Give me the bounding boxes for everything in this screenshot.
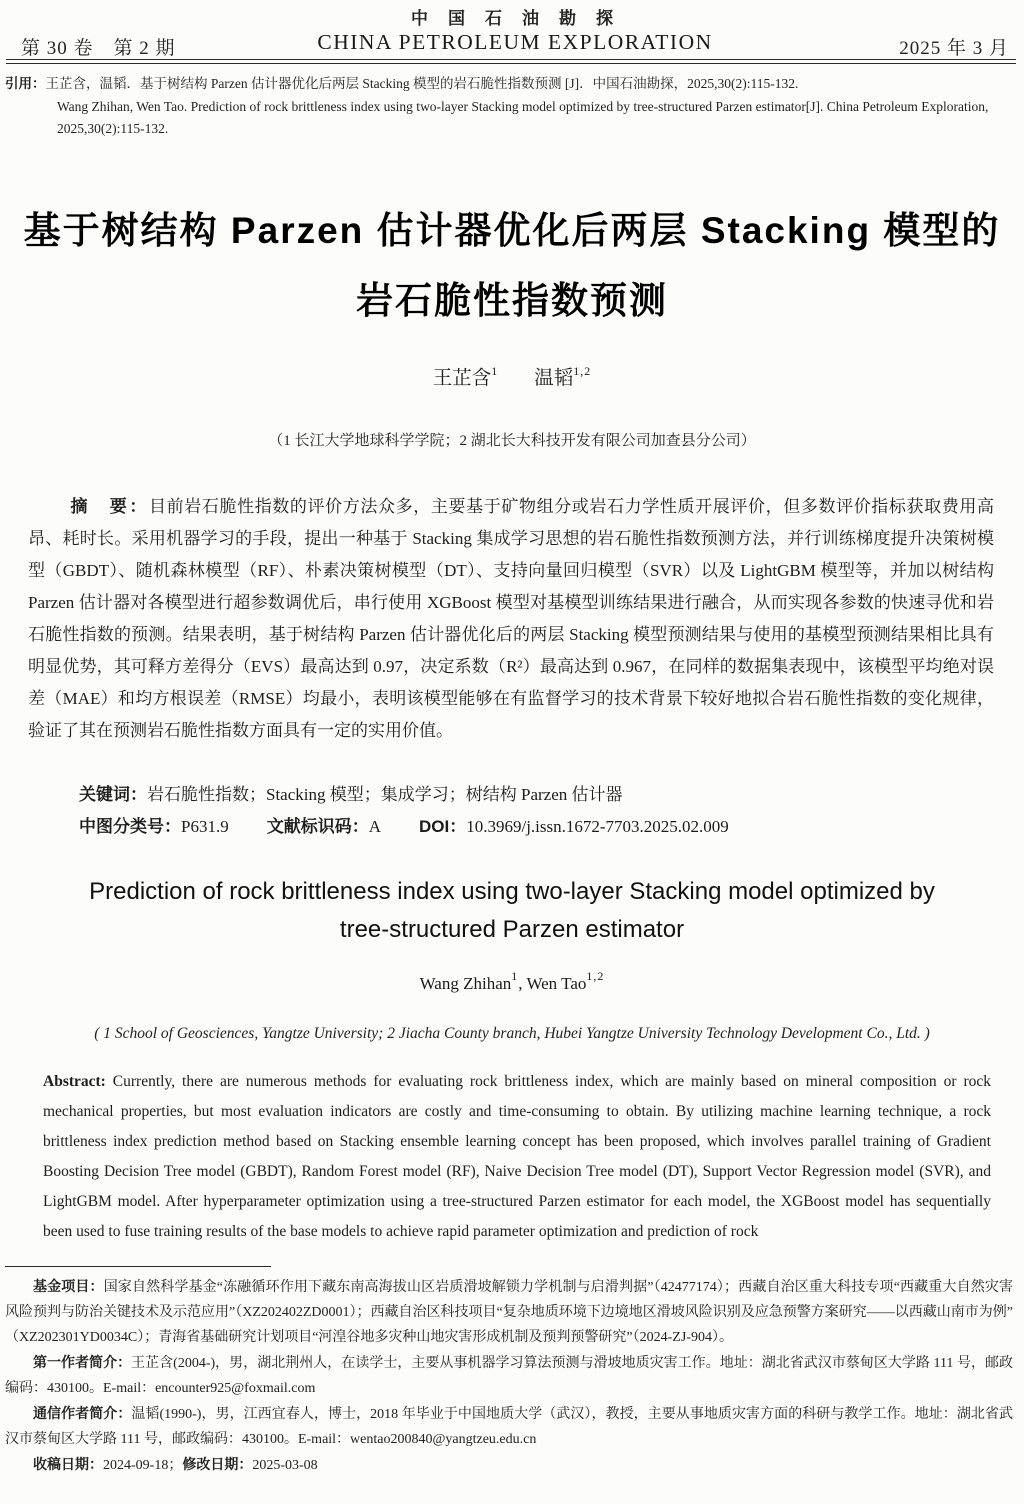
author-cn-1-superscript: 1 xyxy=(491,364,499,378)
masthead-divider xyxy=(6,59,1016,64)
masthead-row xyxy=(21,30,1009,58)
first-author-bio-label: 第一作者简介： xyxy=(33,1354,132,1370)
abstract-cn-label: 摘 要： xyxy=(70,497,149,516)
dates-separator: ； xyxy=(168,1458,183,1473)
keywords-cn xyxy=(28,779,994,811)
abstract-en xyxy=(43,1067,991,1247)
authors-cn xyxy=(0,362,1024,390)
clc-item xyxy=(79,817,229,836)
revised-date-value: 2025-03-08 xyxy=(252,1458,318,1473)
author-en-2-name: Wen Tao xyxy=(526,974,587,993)
author-en-1-name: Wang Zhihan xyxy=(419,974,512,993)
citation-line-en: Wang Zhihan, Wen Tao. Prediction of rock brittleness index using two-layer Stacking model optimized by tree-structured Parzen estimator[J]. China Petroleum Exploration, xyxy=(57,98,989,114)
author-cn-1 xyxy=(432,364,499,389)
corresponding-author-bio-label: 通信作者简介： xyxy=(33,1405,132,1421)
keywords-cn-text: 岩石脆性指数；Stacking 模型；集成学习；树结构 Parzen 估计器 xyxy=(147,785,623,804)
article-title-en xyxy=(0,873,1024,949)
journal-name-cn: 中国石油勘探 xyxy=(411,9,633,28)
doi-label: DOI： xyxy=(419,817,467,836)
article-title-en-line1: Prediction of rock brittleness index using two-layer Stacking model optimized by xyxy=(89,878,935,905)
volume-issue: 第 30 卷 第 2 期 xyxy=(21,38,176,59)
citation-text-cn: 王芷含，温韬．基于树结构 Parzen 估计器优化后两层 Stacking 模型的岩石脆性指数预测 [J]．中国石油勘探，2025,30(2):115-132. xyxy=(45,76,799,91)
footnote-divider xyxy=(5,1266,271,1267)
fund-note-label: 基金项目： xyxy=(33,1278,104,1294)
revised-date-label: 修改日期： xyxy=(182,1456,253,1472)
author-en-1 xyxy=(419,969,519,993)
abstract-en-text: Currently, there are numerous methods for evaluating rock brittleness index, which are mainly based on mineral composition or rock mechanical properties, but most evaluation indicators are costly and time-consuming to obtain. By utilizing machine learning technique, a rock brittleness index prediction method based on Stacking ensemble learning concept has been proposed, which involves parallel training of Gradient Boosting Decision Tree model (GBDT), Random Forest model (RF), Naive Decision Tree model (DT), Support Vector Regression model (SVR), and LightGBM model. After hyperparameter optimization using a tree-structured Parzen estimator for each model, the XGBoost model has sequentially been used to fuse training results of the base models to achieve rapid parameter optimization and prediction of rock xyxy=(43,1073,991,1240)
doi-value: 10.3969/j.issn.1672-7703.2025.02.009 xyxy=(466,817,729,836)
doi-item xyxy=(419,817,729,836)
doc-code-label: 文献标识码： xyxy=(266,817,369,836)
article-title-en-line2: tree-structured Parzen estimator xyxy=(339,916,685,943)
manuscript-dates xyxy=(5,1452,1013,1478)
affiliation-en: ( 1 School of Geosciences, Yangtze University; 2 Jiacha County branch, Hubei Yangtze University Technology Development Co., Ltd. ) xyxy=(94,1025,930,1042)
abstract-cn-text: 目前岩石脆性指数的评价方法众多，主要基于矿物组分或岩石力学性质开展评价，但多数评价指标获取费用高昂、耗时长。采用机器学习的手段，提出一种基于 Stacking 集成学习思想的岩石脆性指数预测方法，并行训练梯度提升决策树模型（GBDT）、随机森林模型（RF）、朴素决策树模型（DT）、支持向量回归模型（SVR）以及 LightGBM 模型等，并加以树结构 Parzen 估计器对各模型进行超参数调优后，串行使用 XGBoost 模型对基模型训练结果进行融合，从而实现各参数的快速寻优和岩石脆性指数的预测。结果表明，基于树结构 Parzen 估计器优化后的两层 Stacking 模型预测结果与使用的基模型预测结果相比具有明显优势，其可释方差得分（EVS）最高达到 0.97，决定系数（R²）最高达到 0.967，在同样的数据集表现中，该模型平均绝对误差（MAE）和均方根误差（RMSE）均最小，表明该模型能够在有监督学习的技术背景下较好地拟合岩石脆性指数的变化规律，验证了其在预测岩石脆性指数方面具有一定的实用价值。 xyxy=(28,497,995,740)
abstract-en-label: Abstract: xyxy=(43,1073,106,1090)
footnotes-block xyxy=(5,1274,1013,1478)
citation-block xyxy=(5,73,1016,141)
first-author-bio-text: 王芷含(2004-)，男，湖北荆州人，在读学士，主要从事机器学习算法预测与滑坡地质灾害工作。地址：湖北省武汉市蔡甸区大学路 111 号，邮政编码：430100。E-mail：encounter925@foxmail.com xyxy=(5,1356,1013,1396)
citation-line-cn xyxy=(5,73,1016,96)
author-en-separator: , xyxy=(518,974,527,993)
classification-line xyxy=(28,811,994,843)
issue-date: 2025 年 3 月 xyxy=(899,38,1009,59)
received-date-value: 2024-09-18 xyxy=(103,1458,169,1473)
received-date-label: 收稿日期： xyxy=(33,1456,103,1472)
abstract-cn xyxy=(28,491,994,747)
corresponding-author-bio xyxy=(5,1401,1013,1452)
author-en-2-superscript: 1,2 xyxy=(586,969,605,983)
author-en-1-superscript: 1 xyxy=(511,969,519,983)
doc-code-item xyxy=(267,817,381,836)
author-cn-2-name: 温韬 xyxy=(534,368,574,389)
journal-name-en: CHINA PETROLEUM EXPLORATION xyxy=(317,30,713,54)
author-cn-2 xyxy=(534,364,592,389)
doc-code-value: A xyxy=(368,817,381,836)
fund-note-text: 国家自然科学基金“冻融循环作用下藏东南高海拔山区岩质滑坡解锁力学机制与启滑判据”（42477174）；西藏自治区重大科技专项“西藏重大自然灾害风险预判与防治关键技术及示范应用”（XZ202402ZD0001）；西藏自治区科技项目“复杂地质环境下边境地区滑坡风险识别及应急预警方案研究——以西藏山南市为例”（XZ202301YD0034C）；青海省基础研究计划项目“河湟谷地多灾种山地灾害形成机制及预判预警研究”（2024-ZJ-904）。 xyxy=(5,1280,1014,1345)
corresponding-author-bio-text: 温韬(1990-)，男，江西宜春人，博士，2018 年毕业于中国地质大学（武汉），教授，主要从事地质灾害方面的科研与教学工作。地址：湖北省武汉市蔡甸区大学路 111 号，邮政编码：430100。E-mail：wentao200840@yangtzeu.edu.cn xyxy=(5,1407,1014,1447)
keywords-cn-label: 关键词： xyxy=(79,785,147,804)
citation-line-en-pages: 2025,30(2):115-132. xyxy=(57,121,169,136)
article-title-cn xyxy=(0,196,1024,336)
clc-value: P631.9 xyxy=(181,817,229,836)
citation-label: 引用： xyxy=(5,76,46,91)
article-title-cn-line2: 岩石脆性指数预测 xyxy=(356,280,668,321)
clc-label: 中图分类号： xyxy=(79,817,181,836)
article-title-cn-line1: 基于树结构 Parzen 估计器优化后两层 Stacking 模型的 xyxy=(23,210,1001,251)
author-cn-1-name: 王芷含 xyxy=(432,368,492,389)
authors-en xyxy=(0,969,1024,994)
fund-note xyxy=(5,1274,1013,1350)
author-cn-2-superscript: 1,2 xyxy=(573,364,592,378)
affiliation-cn: （1 长江大学地球科学学院；2 湖北长大科技开发有限公司加查县分公司） xyxy=(268,433,756,449)
author-en-2 xyxy=(518,969,605,993)
first-author-bio xyxy=(5,1350,1013,1401)
